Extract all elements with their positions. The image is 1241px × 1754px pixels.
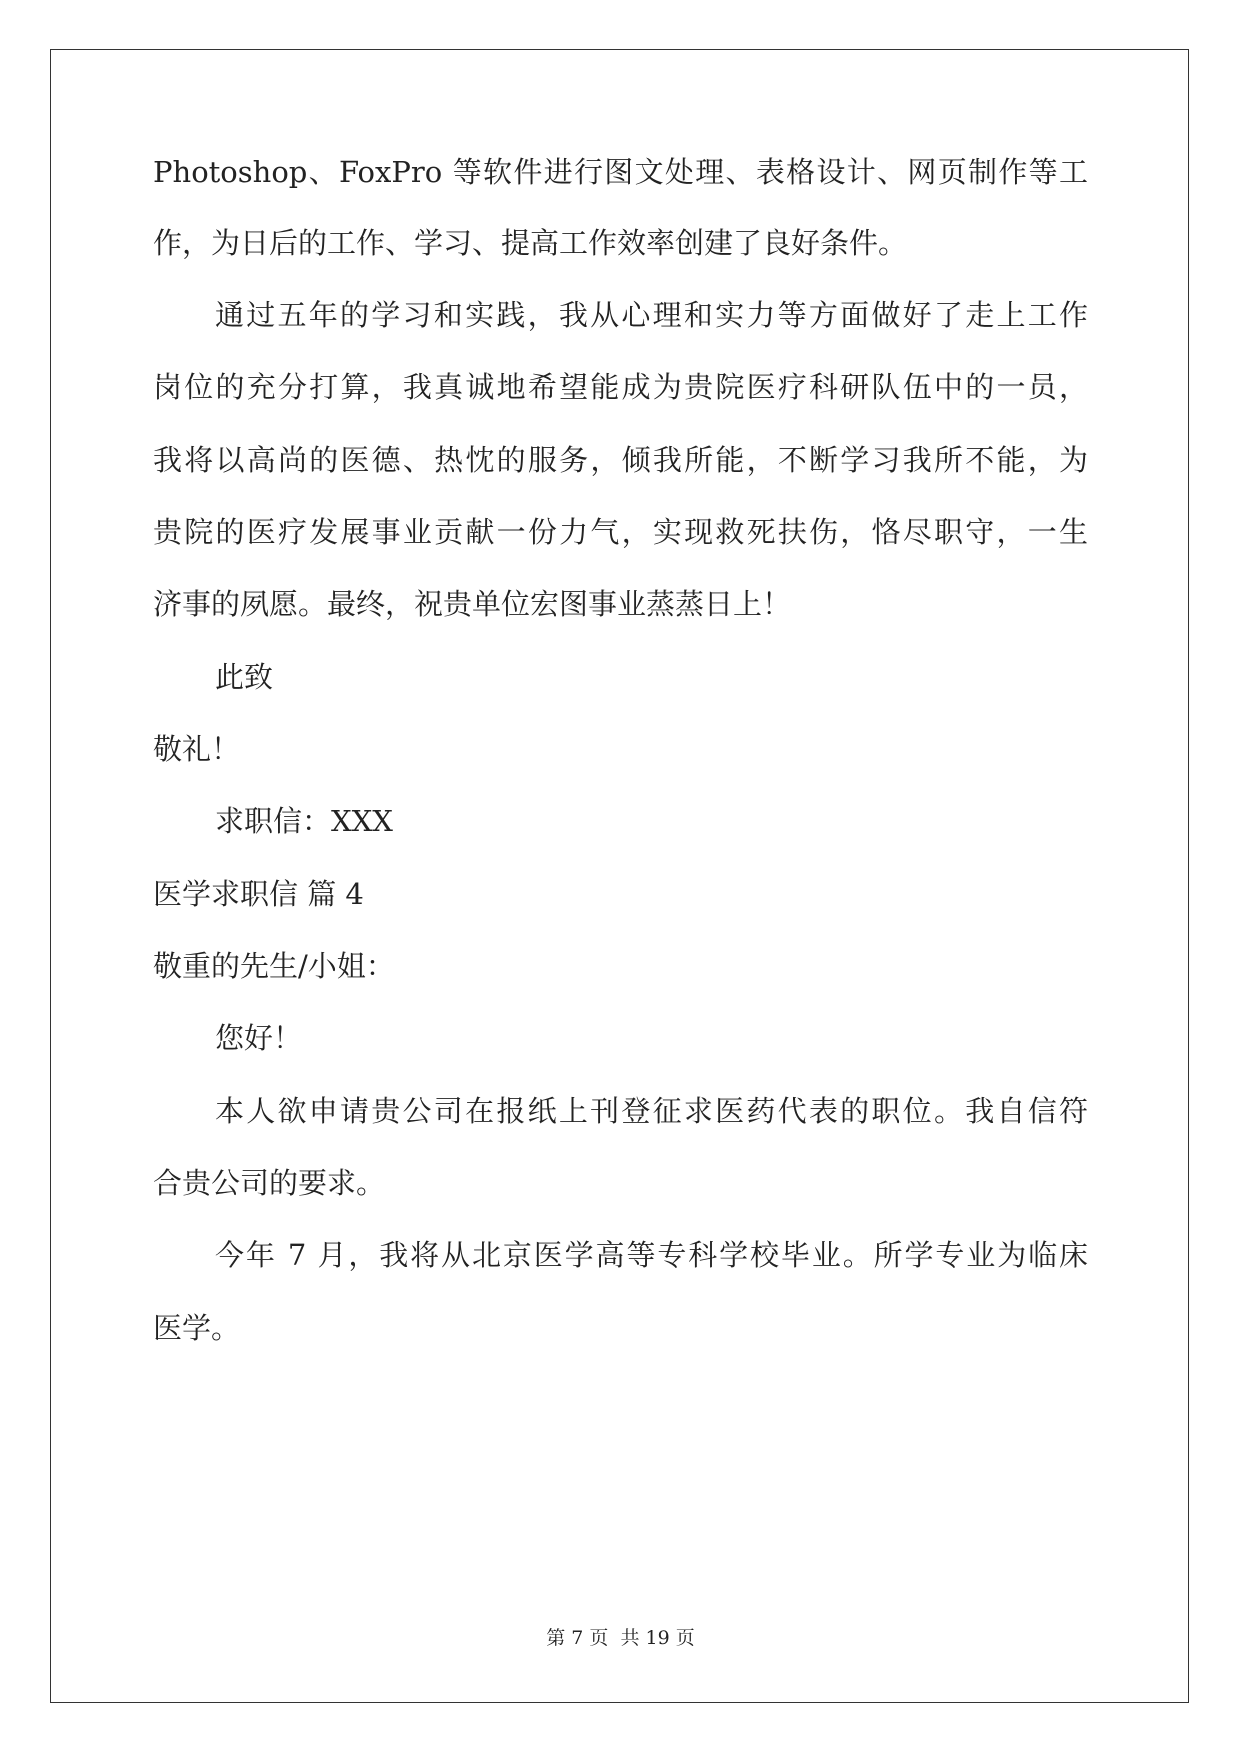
closing-salutation: 此致 — [215, 660, 274, 694]
page-total: 共 19 页 — [620, 1627, 695, 1649]
greeting-line: 敬重的先生/小姐： — [153, 949, 395, 983]
text-line-1: Photoshop、FoxPro 等软件进行图文处理、表格设计、网页制作等工 — [153, 155, 1088, 189]
section-heading: 医学求职信 篇 4 — [153, 877, 364, 911]
text-line-4: 岗位的充分打算，我真诚地希望能成为贵院医疗科研队伍中的一员， — [153, 370, 1088, 404]
text-line-2: 作，为日后的工作、学习、提高工作效率创建了良好条件。 — [153, 226, 908, 260]
text-line-3: 通过五年的学习和实践，我从心理和实力等方面做好了走上工作 — [215, 298, 1088, 332]
page-footer — [0, 1626, 1241, 1650]
text-line-14: 本人欲申请贵公司在报纸上刊登征求医药代表的职位。我自信符 — [215, 1094, 1088, 1128]
text-line-16: 今年 7 月，我将从北京医学高等专科学校毕业。所学专业为临床 — [215, 1238, 1088, 1272]
signature-line: 求职信：XXX — [215, 804, 393, 838]
text-line-7: 济事的夙愿。最终，祝贵单位宏图事业蒸蒸日上！ — [153, 587, 792, 621]
closing-regards: 敬礼！ — [153, 732, 241, 766]
hello-line: 您好！ — [215, 1021, 303, 1055]
text-line-6: 贵院的医疗发展事业贡献一份力气，实现救死扶伤，恪尽职守，一生 — [153, 515, 1088, 549]
page-number: 第 7 页 — [546, 1627, 609, 1649]
text-line-15: 合贵公司的要求。 — [153, 1166, 386, 1200]
text-line-17: 医学。 — [153, 1311, 241, 1345]
text-line-5: 我将以高尚的医德、热忱的服务，倾我所能，不断学习我所不能，为 — [153, 443, 1088, 477]
